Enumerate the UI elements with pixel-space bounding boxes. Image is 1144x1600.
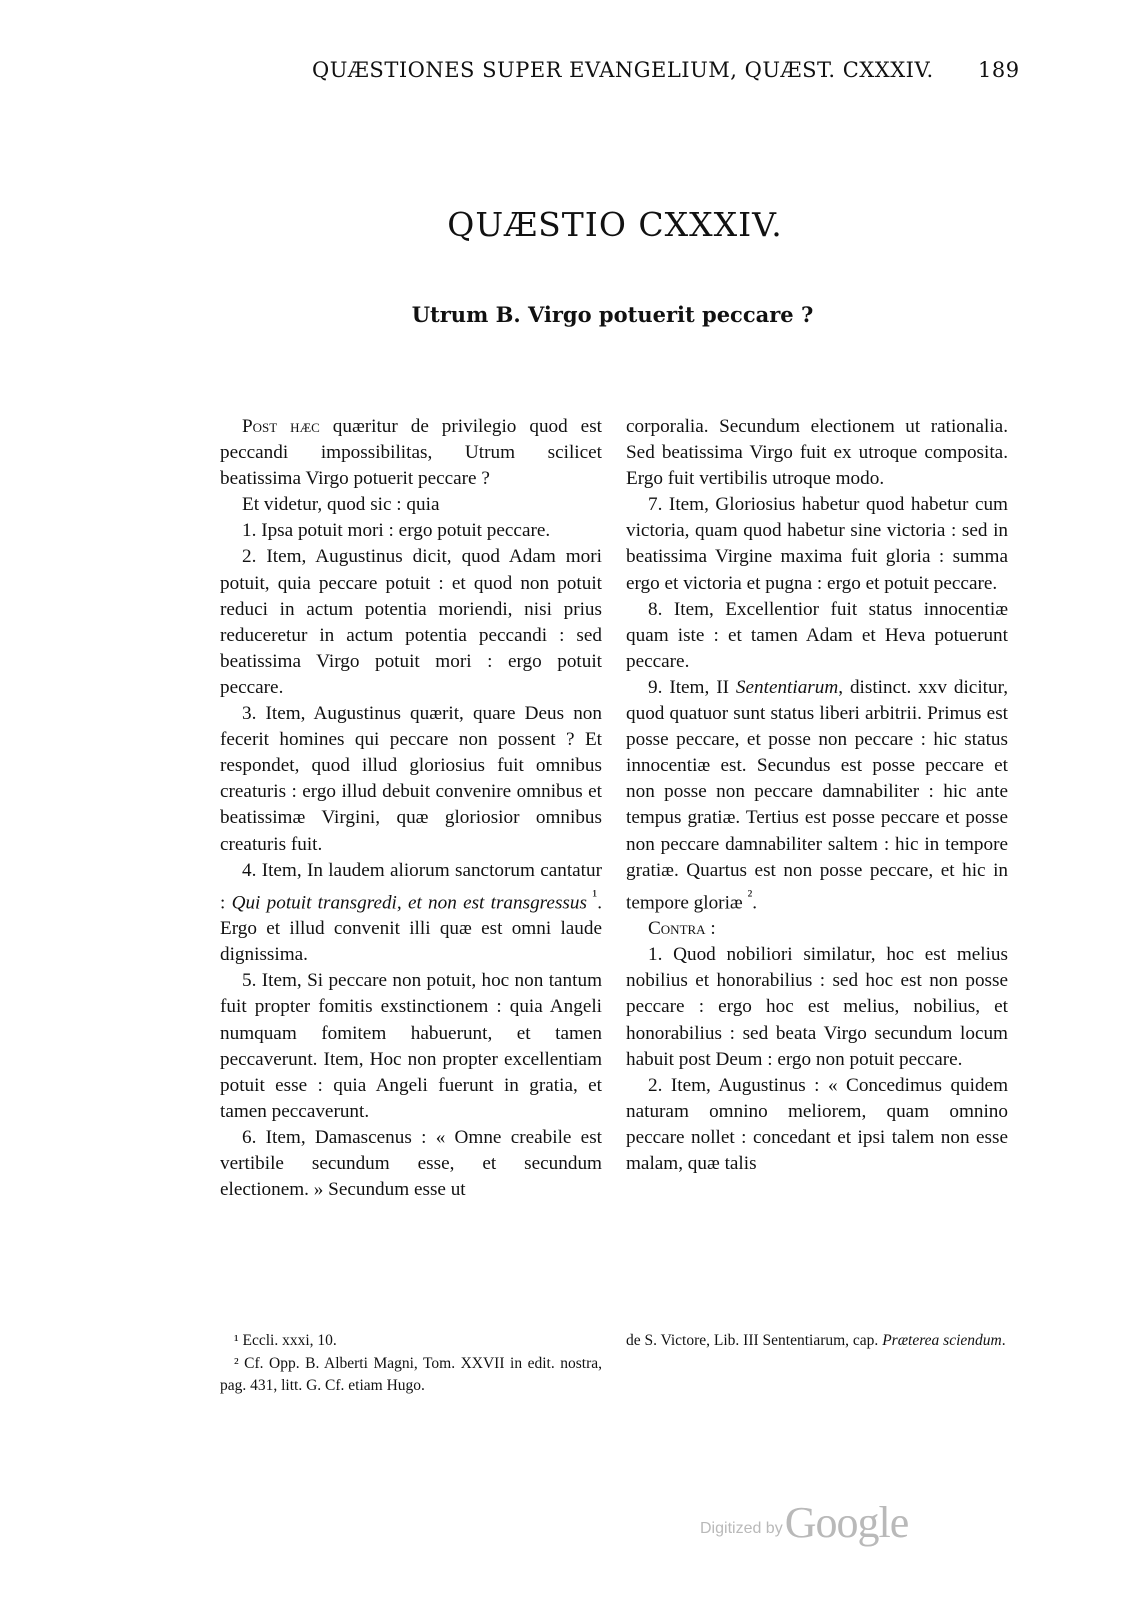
- quotation: Qui potuit transgredi, et non est transgressus: [231, 892, 587, 914]
- right-column: [626, 414, 1008, 1177]
- paragraph-text: . Ergo et illud convenit illi quæ est omni laude dignissima.: [220, 892, 602, 966]
- paragraph: 7. Item, Gloriosius habetur quod habetur cum victoria, quam quod habetur sine victoria : sed in beatissima Virgine maxima fuit gloria : summa ergo et victoria et pugna : ergo et potuit peccare.: [626, 494, 1008, 594]
- running-head-title: QUÆSTIONES SUPER EVANGELIUM, QUÆST. CXXXIV.: [312, 58, 934, 82]
- paragraph-text: quæritur de privilegio quod est peccandi impossibilitas, Utrum scilicet beatissima Virgo potuerit peccare ?: [220, 416, 602, 490]
- chapter-title: Præterea sciendum: [882, 1332, 1002, 1349]
- footnotes-right: [626, 1330, 1008, 1353]
- footnote-ref: ²: [747, 887, 753, 905]
- page-number: 189: [978, 58, 1020, 82]
- paragraph: 1. Quod nobiliori similatur, hoc est melius nobilius et honorabilius : sed hoc est non posse peccare : ergo hoc est melius, nobilius, et honorabilius : sed beata Virgo secundum locum habuit post Deum : ergo non potuit peccare.: [626, 944, 1008, 1070]
- watermark-prefix: Digitized by: [700, 1520, 783, 1537]
- running-head: [0, 58, 1144, 88]
- paragraph-text: , distinct. xxv dicitur, quod quatuor sunt status liberi arbitrii. Primus est posse peccare, et posse non peccare : hic status innocentiæ est. Secundus est posse peccare et non posse non peccare damnabiliter : hic ante tempus gratiæ. Tertius est posse peccare et posse non peccare damnabiliter saltem : hic in tempore gratiæ. Quartus est non posse peccare, et hic in tempore gloriæ: [626, 676, 1008, 914]
- paragraph: [220, 858, 602, 969]
- paragraph-text: 9. Item, II: [648, 676, 736, 698]
- footnote-text: .: [1001, 1332, 1006, 1349]
- paragraph: 1. Ipsa potuit mori : ergo potuit peccare.: [242, 520, 551, 542]
- paragraph: corporalia. Secundum electionem ut rationalia. Sed beatissima Virgo fuit ex utroque composita. Ergo fuit vertibilis utroque modo.: [626, 416, 1008, 490]
- google-logo: Google: [784, 1498, 909, 1547]
- paragraph: 2. Item, Augustinus : « Concedimus quidem naturam omnino meliorem, quam omnino peccare nollet : concedant et ipsi talem non esse malam, quæ talis: [626, 1074, 1008, 1175]
- paragraph: 8. Item, Excellentior fuit status innocentiæ quam iste : et tamen Adam et Heva potuerunt peccare.: [626, 598, 1008, 672]
- footnote-text: de S. Victore, Lib. III Sententiarum, cap.: [626, 1332, 883, 1349]
- footnotes-left: [220, 1330, 602, 1398]
- paragraph: 6. Item, Damascenus : « Omne creabile est vertibile secundum esse, et secundum electionem. » Secundum esse ut: [220, 1126, 602, 1201]
- opening-words: Post hæc: [242, 416, 320, 437]
- digitized-watermark: [700, 1498, 908, 1548]
- quaestio-title: QUÆSTIO CXXXIV.: [447, 205, 783, 244]
- book-title: Sententiarum: [735, 676, 839, 698]
- paragraph: 3. Item, Augustinus quærit, quare Deus non fecerit homines qui peccare non possent ? Et respondet, quod illud gloriosius fuit omnibus creaturis : ergo illud debuit convenire omnibus et beatissimæ Virgini, quæ gloriosior omnibus creaturis fuit.: [220, 703, 602, 855]
- paragraph: [220, 414, 602, 492]
- footnote-continuation: [626, 1330, 1008, 1353]
- paragraph: 2. Item, Augustinus dicit, quod Adam mori potuit, quia peccare potuit : et quod non potuit reduci in actum potentia moriendi, nisi prius reduceretur in actum potentia peccandi : sed beatissima Virgo potuit mori : ergo potuit peccare.: [220, 546, 602, 698]
- paragraph-text: .: [752, 892, 758, 914]
- paragraph-text: 4. Item, In laudem aliorum sanctorum cantatur :: [220, 859, 602, 914]
- paragraph: 5. Item, Si peccare non potuit, hoc non tantum fuit propter fomitis exstinctionem : quia Angeli numquam fomitem habuerunt, et tamen peccaverunt. Item, Hoc non propter excellentiam potuit esse : quia Angeli fuerunt in gratia, et tamen peccaverunt.: [220, 970, 602, 1122]
- left-column: [220, 414, 602, 1203]
- footnote: ¹ Eccli. xxxi, 10.: [234, 1332, 337, 1349]
- contra-heading: Contra :: [648, 918, 716, 940]
- footnote-ref: ¹: [586, 887, 598, 905]
- footnote: ² Cf. Opp. B. Alberti Magni, Tom. XXVII in edit. nostra, pag. 431, litt. G. Cf. etiam Hugo.: [220, 1354, 602, 1394]
- paragraph: Et videtur, quod sic : quia: [242, 494, 440, 516]
- paragraph: [626, 675, 1008, 916]
- quaestio-subtitle: Utrum B. Virgo potuerit peccare ?: [411, 302, 814, 327]
